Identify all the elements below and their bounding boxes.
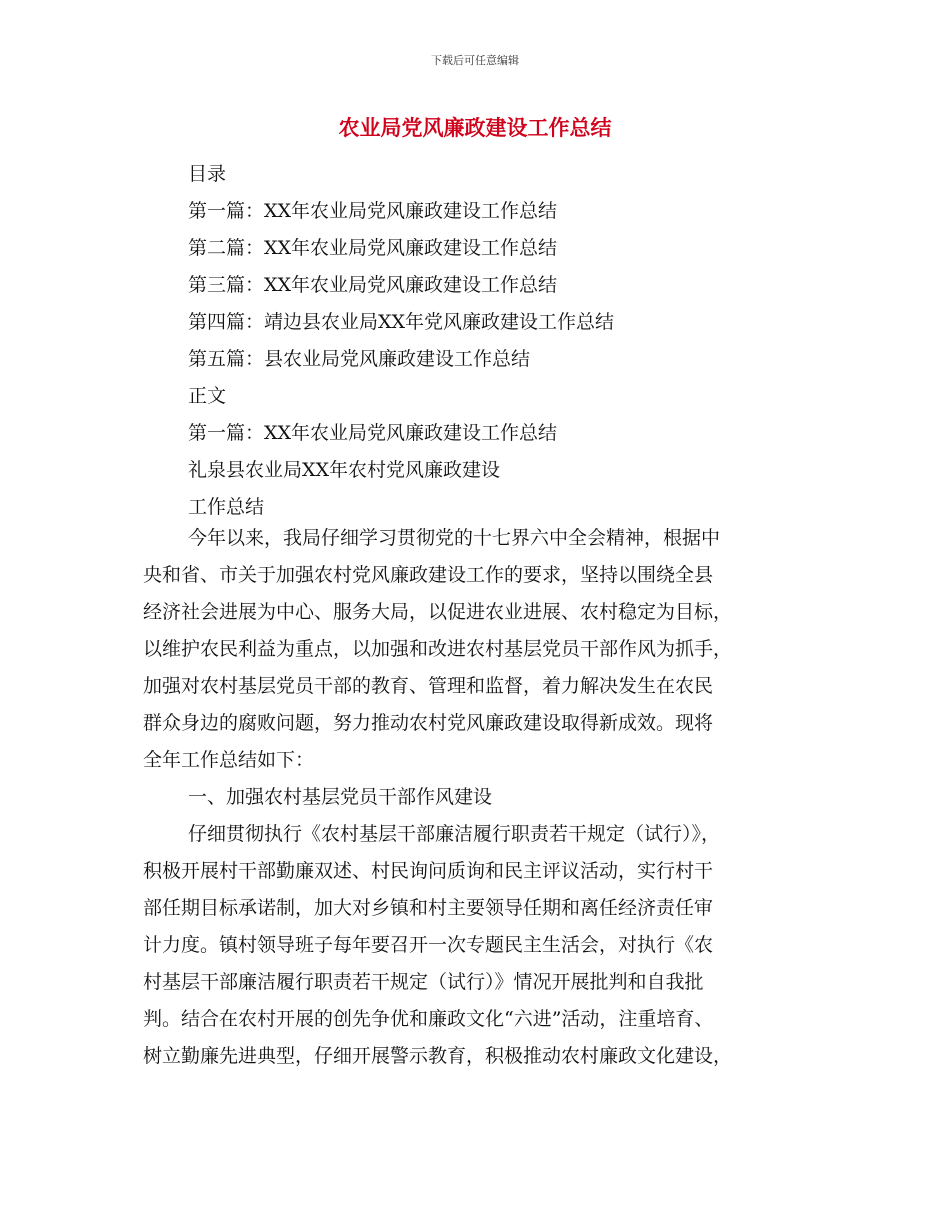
- toc-item-4: 第四篇：靖边县农业局XX年党风廉政建设工作总结: [188, 311, 615, 333]
- paragraph-line: 加强对农村基层党员干部的教育、管理和监督，着力解决发生在农民: [143, 675, 714, 697]
- toc-item-5: 第五篇：县农业局党风廉政建设工作总结: [188, 348, 531, 370]
- paragraph-line: 部任期目标承诺制，加大对乡镇和村主要领导任期和离任经济责任审: [143, 897, 714, 919]
- toc-item-3: 第三篇：XX年农业局党风廉政建设工作总结: [188, 274, 558, 296]
- document-title: 农业局党风廉政建设工作总结: [338, 115, 612, 140]
- paragraph-line: 村基层干部廉洁履行职责若干规定（试行）》情况开展批判和自我批: [143, 971, 704, 993]
- header-note: 下载后可任意编辑: [431, 54, 519, 67]
- paragraph-line: 群众身边的腐败问题，努力推动农村党风廉政建设取得新成效。现将: [143, 712, 714, 734]
- subtitle-line-1: 礼泉县农业局XX年农村党风廉政建设: [188, 459, 501, 481]
- paragraph-line: 以维护农民利益为重点，以加强和改进农村基层党员干部作风为抓手，: [143, 638, 733, 660]
- paragraph-line: 计力度。镇村领导班子每年要召开一次专题民主生活会，对执行《农: [143, 934, 714, 956]
- paragraph-line: 判。结合在农村开展的创先争优和廉政文化“六进”活动，注重培育、: [143, 1008, 714, 1030]
- paragraph-line: 树立勤廉先进典型，仔细开展警示教育，积极推动农村廉政文化建设，: [143, 1045, 733, 1067]
- subtitle-line-2: 工作总结: [188, 496, 265, 518]
- paragraph-line: 全年工作总结如下：: [143, 749, 315, 771]
- paragraph-line: 经济社会进展为中心、服务大局，以促进农业进展、农村稳定为目标，: [143, 601, 733, 623]
- toc-item-2: 第二篇：XX年农业局党风廉政建设工作总结: [188, 237, 558, 259]
- section-title: 第一篇：XX年农业局党风廉政建设工作总结: [188, 422, 558, 444]
- toc-heading: 目录: [188, 163, 227, 185]
- paragraph-line: 央和省、市关于加强农村党风廉政建设工作的要求，坚持以围绕全县: [143, 564, 714, 586]
- paragraph-line: 积极开展村干部勤廉双述、村民询问质询和民主评议活动，实行村干: [143, 860, 714, 882]
- toc-item-1: 第一篇：XX年农业局党风廉政建设工作总结: [188, 200, 558, 222]
- paragraph-line: 仔细贯彻执行《农村基层干部廉洁履行职责若干规定（试行）》，: [188, 823, 721, 845]
- table-of-contents: [188, 156, 828, 526]
- section-heading: 一、加强农村基层党员干部作风建设: [188, 786, 493, 808]
- body-heading: 正文: [188, 385, 227, 407]
- paragraph-line: 今年以来，我局仔细学习贯彻党的十七界六中全会精神，根据中: [188, 527, 721, 549]
- body-text: [143, 520, 807, 1075]
